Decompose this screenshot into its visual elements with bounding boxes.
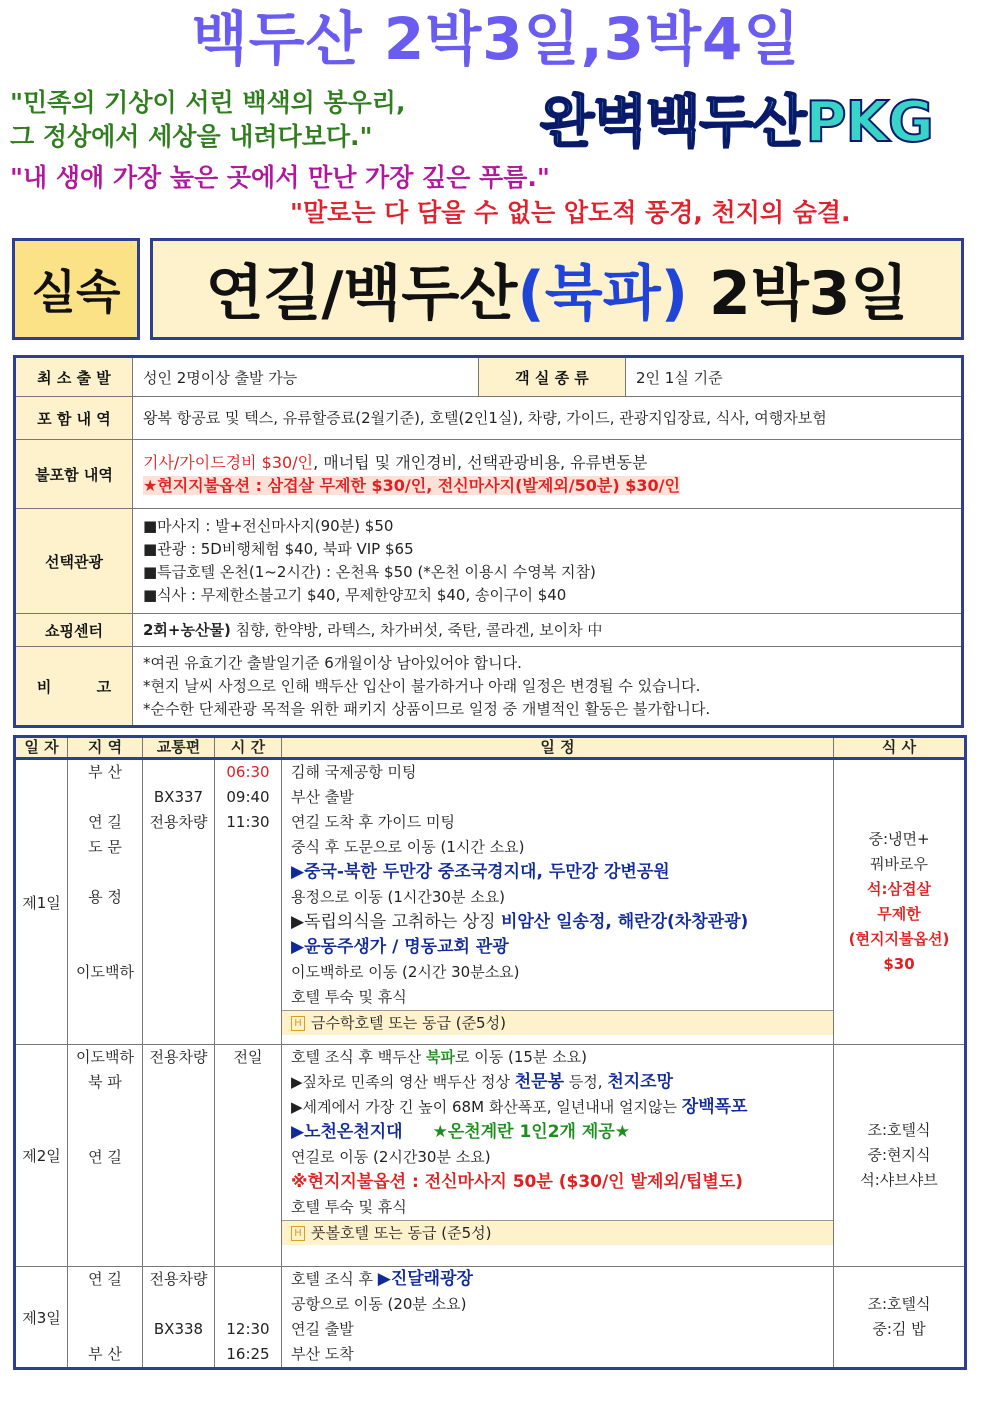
shopping-items: 침향, 한약방, 라텍스, 차가버섯, 죽탄, 콜라겐, 보이차 中 (230, 620, 603, 639)
optional-item: ■식사 : 무제한소불고기 $40, 무제한양꼬치 $40, 송이구이 $40 (143, 586, 567, 604)
header-time: 시 간 (215, 737, 282, 759)
itinerary-item: 공항으로 이동 (20분 소요) (291, 1295, 467, 1313)
itinerary-item (282, 1095, 833, 1120)
excluded-label: 불포함 내역 (15, 440, 133, 509)
hotel-row (282, 1220, 833, 1245)
meal-cell (834, 1267, 966, 1369)
item-highlight: 북파 (426, 1048, 455, 1066)
itinerary-item: 이도백하로 이동 (2시간 30분소요) (291, 963, 520, 981)
itinerary-item (282, 1045, 833, 1070)
remark-item: *여권 유효기간 출발일기준 6개월이상 남아있어야 합니다. (143, 653, 522, 672)
meal-item: 중:현지식 (867, 1146, 931, 1164)
spacer (215, 1267, 281, 1292)
spacer (68, 785, 142, 810)
item-highlight: 비암산 일송정, 해란강(차창관광) (500, 912, 749, 932)
region: 북 파 (88, 1073, 122, 1091)
item-highlight: 천문봉 (514, 1072, 565, 1092)
item-highlight: 장백폭포 (681, 1097, 748, 1117)
itinerary-item (282, 910, 833, 935)
hotel-icon: H (291, 1226, 305, 1241)
day-label: 제3일 (15, 1267, 68, 1369)
product-badge: 실속 (12, 238, 140, 340)
time-cell (215, 759, 282, 1045)
shopping-value (133, 614, 963, 647)
product-headline (150, 238, 964, 340)
region: 이도백하 (76, 1048, 134, 1066)
meal-item: 무제한 (877, 905, 921, 923)
transport-cell (143, 1045, 215, 1267)
remarks-list (133, 647, 963, 727)
meal-item: 중:김 밥 (872, 1320, 926, 1338)
day-label: 제2일 (15, 1045, 68, 1267)
itinerary-item: 중식 후 도문으로 이동 (1시간 소요) (291, 838, 525, 856)
spacer (68, 1095, 142, 1120)
header-region: 지 역 (68, 737, 143, 759)
itinerary-item: 부산 출발 (291, 788, 354, 806)
remark-item: *순수한 단체관광 목적을 위한 패키지 상품이므로 일정 중 개별적인 활동은 불가합니다. (143, 699, 711, 718)
spacer (68, 1292, 142, 1317)
region-cell (68, 1267, 143, 1369)
excluded-line-1 (143, 451, 951, 474)
item-text: ▶짚차로 민족의 영산 백두산 정상 (291, 1073, 515, 1091)
spacer (68, 860, 142, 885)
itinerary-item: 호텔 투숙 및 휴식 (291, 1198, 407, 1216)
itinerary-item: 연길 출발 (291, 1320, 354, 1338)
included-label: 포 함 내 역 (15, 397, 133, 440)
transport: 전용차량 (149, 1270, 208, 1288)
meal-item: 석:삼겹살 (867, 880, 931, 898)
info-table (13, 355, 964, 728)
item-highlight: 천지조망 (607, 1072, 674, 1092)
flight-number: BX337 (153, 788, 204, 806)
day-label: 제1일 (15, 759, 68, 1045)
region: 부 산 (88, 763, 122, 781)
region-cell (68, 1045, 143, 1267)
spacer (143, 1292, 214, 1317)
spacer (68, 1120, 142, 1145)
excluded-value (133, 440, 963, 509)
table-row (15, 759, 966, 1045)
itinerary-item: 연길로 이동 (2시간30분 소요) (291, 1148, 491, 1166)
package-logo: 완벽백두산PKG (540, 90, 933, 155)
included-value (133, 397, 963, 440)
transport-cell (143, 1267, 215, 1369)
itinerary-item: 호텔 투숙 및 휴식 (291, 988, 407, 1006)
itinerary-highlight: ▶중국-북한 두만강 중조국경지대, 두만강 강변공원 (291, 862, 670, 882)
header-transport: 교통편 (143, 737, 215, 759)
table-row (15, 1267, 966, 1369)
excluded-rest-text: , 매너팁 및 개인경비, 선택관광비용, 유류변동분 (313, 453, 648, 472)
hotel-row (282, 1010, 833, 1035)
region: 도 문 (88, 838, 122, 856)
slogan-line-1: "민족의 기상이 서린 백색의 봉우리, (10, 88, 406, 117)
excluded-line-2 (143, 474, 951, 497)
optional-list (133, 509, 963, 614)
time: 06:30 (226, 763, 270, 781)
itinerary-cell (282, 759, 834, 1045)
meal-item: $30 (883, 955, 915, 973)
spacer (68, 1317, 142, 1342)
meal-item: 석:샤브샤브 (860, 1171, 938, 1189)
min-departure-label: 최 소 출 발 (15, 357, 133, 397)
header-itinerary: 일 정 (282, 737, 834, 759)
transport-cell (143, 759, 215, 1045)
item-text: 호텔 조식 후 백두산 (291, 1048, 426, 1066)
region: 용 정 (88, 888, 122, 906)
optional-label: 선택관광 (15, 509, 133, 614)
itinerary-item: 부산 도착 (291, 1345, 354, 1363)
region: 연 길 (88, 1148, 122, 1166)
item-text: 등정, (564, 1073, 608, 1091)
included-text: 왕복 항공료 및 텍스, 유류할증료(2월기준), 호텔(2인1실), 차량, 가이드, 관광지입장료, 식사, 여행자보험 (143, 408, 827, 427)
headline-part-2: (북파) (517, 259, 689, 329)
slogan-line-4: "말로는 다 담을 수 없는 압도적 풍경, 천지의 숨결. (290, 198, 851, 227)
itinerary-item (282, 1267, 833, 1292)
region: 연 길 (88, 813, 122, 831)
region-cell (68, 759, 143, 1045)
meal-item: (현지지불옵션) (848, 930, 950, 948)
itinerary-highlight: ▶윤동주생가 / 명동교회 관광 (291, 937, 509, 957)
optional-item: ■마사지 : 발+전신마사지(90분) $50 (143, 517, 394, 535)
transport: 전용차량 (149, 1048, 208, 1066)
remark-item: *현지 날씨 사정으로 인해 백두산 입산이 불가하거나 아래 일정은 변경될 수 있습니다. (143, 676, 701, 695)
time: 11:30 (226, 813, 270, 831)
meal-item: 중:냉면+ (868, 830, 930, 848)
item-text: ▶세계에서 가장 긴 높이 68M 화산폭포, 일년내내 얼지않는 (291, 1098, 682, 1116)
local-option-text: ★현지지불옵션 : 삼겹살 무제한 $30/인, 전신마사지(발제외/50분) $30/인 (143, 476, 680, 495)
flight-number: BX338 (153, 1320, 204, 1338)
region: 부 산 (88, 1345, 122, 1363)
region: 연 길 (88, 1270, 122, 1288)
time: 16:25 (226, 1345, 270, 1363)
hotel-icon: H (291, 1016, 305, 1031)
time-cell (215, 1045, 282, 1267)
spacer (68, 935, 142, 960)
shopping-count: 2회+농산물) (143, 620, 231, 639)
headline-part-1: 연길/백두산 (205, 259, 518, 329)
table-row (15, 1045, 966, 1267)
optional-item: ■특급호텔 온천(1~2시간) : 온천욕 $50 (*온천 이용시 수영복 지참) (143, 563, 596, 581)
itinerary-item (282, 1120, 833, 1145)
itinerary-cell (282, 1045, 834, 1267)
headline-part-3: 2박3일 (688, 259, 909, 329)
slogan-line-2: 그 정상에서 세상을 내려다보다." (10, 122, 373, 151)
slogan-line-3: "내 생애 가장 높은 곳에서 만난 가장 깊은 푸름." (10, 163, 550, 192)
meal-item: 조:호텔식 (867, 1295, 931, 1313)
itinerary-item: 용정으로 이동 (1시간30분 소요) (291, 888, 506, 906)
itinerary-option: ※현지지불옵션 : 전신마사지 50분 ($30/인 발제외/팁별도) (291, 1172, 744, 1192)
room-type-label: 객 실 종 류 (479, 357, 626, 397)
itinerary-item: 연길 도착 후 가이드 미팅 (291, 813, 455, 831)
spacer (68, 910, 142, 935)
spacer (215, 1292, 281, 1317)
meal-cell (834, 759, 966, 1045)
item-highlight: ★온천계란 1인2개 제공★ (432, 1122, 630, 1142)
hotel-name: 풋볼호텔 또는 동급 (준5성) (311, 1224, 492, 1242)
remarks-label: 비 고 (15, 647, 133, 727)
region: 이도백하 (76, 963, 134, 981)
spacer (143, 760, 214, 785)
meal-cell (834, 1045, 966, 1267)
optional-item: ■관광 : 5D비행체험 $40, 북파 VIP $65 (143, 540, 414, 558)
main-title: 백두산 2박3일,3박4일 (191, 5, 801, 73)
time: 12:30 (226, 1320, 270, 1338)
excluded-fee-text: 기사/가이드경비 $30/인 (143, 453, 314, 472)
header-date: 일 자 (15, 737, 68, 759)
item-highlight: ▶진달래광장 (377, 1269, 473, 1289)
time: 전일 (233, 1048, 263, 1066)
itinerary-item: 김해 국제공항 미팅 (291, 763, 417, 781)
transport: 전용차량 (149, 813, 208, 831)
meal-item: 조:호텔식 (867, 1121, 931, 1139)
room-type-value: 2인 1실 기준 (626, 357, 963, 397)
time: 09:40 (226, 788, 270, 806)
min-departure-value: 성인 2명이상 출발 가능 (133, 357, 479, 397)
header-meals: 식 사 (834, 737, 966, 759)
item-text: 로 이동 (15분 소요) (454, 1048, 588, 1066)
shopping-label: 쇼핑센터 (15, 614, 133, 647)
item-text: 호텔 조식 후 (291, 1270, 378, 1288)
meal-item: 꿔바로우 (870, 855, 928, 873)
schedule-table (13, 735, 967, 1370)
itinerary-item (282, 1070, 833, 1095)
item-text: ▶독립의식을 고취하는 상징 (291, 912, 501, 932)
item-highlight: ▶노천온천지대 (291, 1122, 403, 1142)
itinerary-cell (282, 1267, 834, 1369)
hotel-name: 금수학호텔 또는 동급 (준5성) (311, 1014, 506, 1032)
time-cell (215, 1267, 282, 1369)
